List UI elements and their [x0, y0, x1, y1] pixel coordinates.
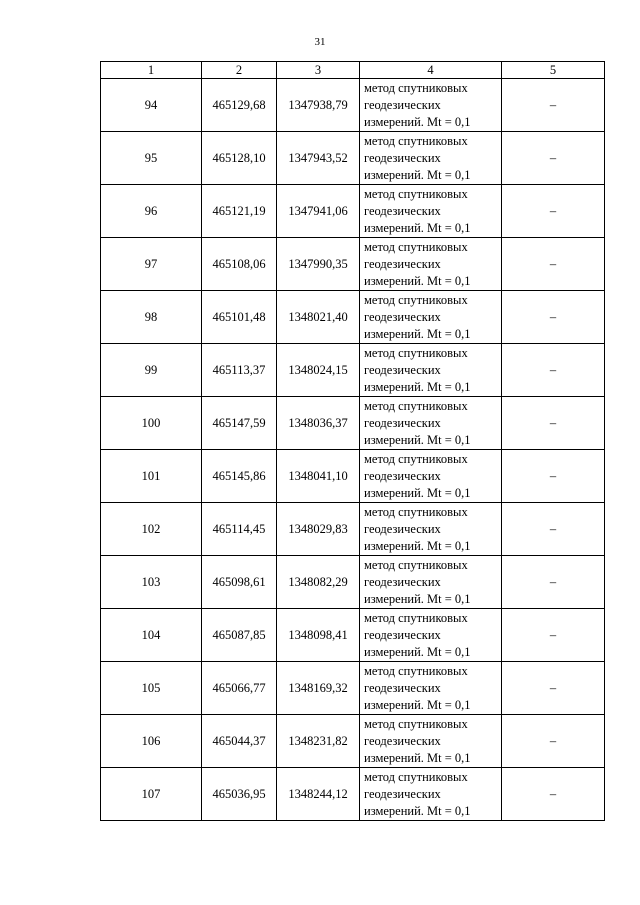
method-description [360, 397, 502, 450]
table-row [101, 609, 605, 662]
table-header [101, 62, 605, 79]
coordinates-table [100, 61, 605, 821]
method-line-1: метод спутниковых [364, 610, 468, 625]
method-line-1: метод спутниковых [364, 663, 468, 678]
coordinate-x: 465147,59 [202, 397, 277, 450]
method-description [360, 132, 502, 185]
method-line-1: метод спутниковых [364, 292, 468, 307]
method-description [360, 715, 502, 768]
point-number: 97 [101, 238, 202, 291]
coordinate-x: 465044,37 [202, 715, 277, 768]
column-header-4: 4 [360, 62, 502, 79]
method-description [360, 556, 502, 609]
coordinate-x: 465113,37 [202, 344, 277, 397]
table-row [101, 132, 605, 185]
method-description [360, 609, 502, 662]
method-line-3: измерений. Mt = 0,1 [364, 220, 471, 235]
method-line-3: измерений. Mt = 0,1 [364, 538, 471, 553]
method-description [360, 768, 502, 821]
method-description [360, 503, 502, 556]
note-dash: – [502, 662, 605, 715]
coordinate-x: 465121,19 [202, 185, 277, 238]
note-dash: – [502, 556, 605, 609]
method-line-1: метод спутниковых [364, 133, 468, 148]
note-dash: – [502, 609, 605, 662]
coordinate-y: 1347938,79 [277, 79, 360, 132]
coordinate-y: 1348231,82 [277, 715, 360, 768]
method-line-2: геодезических [364, 309, 441, 324]
table-row [101, 238, 605, 291]
note-dash: – [502, 238, 605, 291]
coordinate-x: 465129,68 [202, 79, 277, 132]
method-description [360, 185, 502, 238]
method-line-3: измерений. Mt = 0,1 [364, 591, 471, 606]
table-row [101, 450, 605, 503]
method-line-2: геодезических [364, 150, 441, 165]
method-description [360, 238, 502, 291]
point-number: 94 [101, 79, 202, 132]
method-line-2: геодезических [364, 627, 441, 642]
coordinate-y: 1348041,10 [277, 450, 360, 503]
point-number: 102 [101, 503, 202, 556]
method-line-1: метод спутниковых [364, 239, 468, 254]
table-body [101, 79, 605, 821]
method-line-3: измерений. Mt = 0,1 [364, 167, 471, 182]
table-row [101, 715, 605, 768]
coordinate-y: 1348029,83 [277, 503, 360, 556]
method-description [360, 450, 502, 503]
table-row [101, 291, 605, 344]
method-line-3: измерений. Mt = 0,1 [364, 803, 471, 818]
method-line-3: измерений. Mt = 0,1 [364, 273, 471, 288]
method-line-2: геодезических [364, 362, 441, 377]
coordinate-x: 465036,95 [202, 768, 277, 821]
method-line-2: геодезических [364, 203, 441, 218]
method-line-1: метод спутниковых [364, 451, 468, 466]
table-row [101, 662, 605, 715]
method-line-1: метод спутниковых [364, 557, 468, 572]
coordinate-y: 1348021,40 [277, 291, 360, 344]
method-description [360, 291, 502, 344]
method-line-1: метод спутниковых [364, 398, 468, 413]
point-number: 106 [101, 715, 202, 768]
method-line-2: геодезических [364, 574, 441, 589]
note-dash: – [502, 185, 605, 238]
note-dash: – [502, 344, 605, 397]
table-row [101, 79, 605, 132]
coordinate-x: 465098,61 [202, 556, 277, 609]
method-line-2: геодезических [364, 680, 441, 695]
point-number: 98 [101, 291, 202, 344]
method-line-2: геодезических [364, 468, 441, 483]
method-line-1: метод спутниковых [364, 186, 468, 201]
method-line-3: измерений. Mt = 0,1 [364, 750, 471, 765]
coordinate-y: 1347990,35 [277, 238, 360, 291]
coordinate-x: 465145,86 [202, 450, 277, 503]
point-number: 107 [101, 768, 202, 821]
method-line-3: измерений. Mt = 0,1 [364, 379, 471, 394]
table-row [101, 556, 605, 609]
point-number: 104 [101, 609, 202, 662]
method-line-1: метод спутниковых [364, 345, 468, 360]
coordinate-x: 465087,85 [202, 609, 277, 662]
column-header-5: 5 [502, 62, 605, 79]
point-number: 96 [101, 185, 202, 238]
coordinate-y: 1348244,12 [277, 768, 360, 821]
point-number: 101 [101, 450, 202, 503]
note-dash: – [502, 503, 605, 556]
table-row [101, 185, 605, 238]
coordinate-y: 1348024,15 [277, 344, 360, 397]
column-header-3: 3 [277, 62, 360, 79]
method-line-1: метод спутниковых [364, 80, 468, 95]
point-number: 95 [101, 132, 202, 185]
method-line-3: измерений. Mt = 0,1 [364, 326, 471, 341]
column-header-1: 1 [101, 62, 202, 79]
header-row [101, 62, 605, 79]
note-dash: – [502, 132, 605, 185]
coordinate-x: 465066,77 [202, 662, 277, 715]
note-dash: – [502, 79, 605, 132]
table-row [101, 344, 605, 397]
column-header-2: 2 [202, 62, 277, 79]
note-dash: – [502, 768, 605, 821]
method-description [360, 79, 502, 132]
coordinate-x: 465108,06 [202, 238, 277, 291]
method-line-3: измерений. Mt = 0,1 [364, 485, 471, 500]
table-row [101, 503, 605, 556]
method-line-3: измерений. Mt = 0,1 [364, 644, 471, 659]
coordinate-x: 465101,48 [202, 291, 277, 344]
coordinate-y: 1348036,37 [277, 397, 360, 450]
method-line-1: метод спутниковых [364, 504, 468, 519]
method-line-1: метод спутниковых [364, 716, 468, 731]
coordinate-x: 465114,45 [202, 503, 277, 556]
coordinate-y: 1348082,29 [277, 556, 360, 609]
method-line-2: геодезических [364, 256, 441, 271]
point-number: 100 [101, 397, 202, 450]
method-line-1: метод спутниковых [364, 769, 468, 784]
table-row [101, 768, 605, 821]
point-number: 105 [101, 662, 202, 715]
coordinate-y: 1348098,41 [277, 609, 360, 662]
coordinate-y: 1347943,52 [277, 132, 360, 185]
method-description [360, 662, 502, 715]
method-line-3: измерений. Mt = 0,1 [364, 432, 471, 447]
method-line-3: измерений. Mt = 0,1 [364, 697, 471, 712]
method-line-2: геодезических [364, 733, 441, 748]
note-dash: – [502, 715, 605, 768]
method-line-2: геодезических [364, 415, 441, 430]
table-row [101, 397, 605, 450]
method-line-2: геодезических [364, 786, 441, 801]
method-line-3: измерений. Mt = 0,1 [364, 114, 471, 129]
note-dash: – [502, 450, 605, 503]
coordinate-y: 1348169,32 [277, 662, 360, 715]
coordinate-x: 465128,10 [202, 132, 277, 185]
method-line-2: геодезических [364, 521, 441, 536]
coordinate-y: 1347941,06 [277, 185, 360, 238]
point-number: 99 [101, 344, 202, 397]
method-description [360, 344, 502, 397]
note-dash: – [502, 397, 605, 450]
point-number: 103 [101, 556, 202, 609]
method-line-2: геодезических [364, 97, 441, 112]
page-number: 31 [314, 36, 326, 48]
note-dash: – [502, 291, 605, 344]
